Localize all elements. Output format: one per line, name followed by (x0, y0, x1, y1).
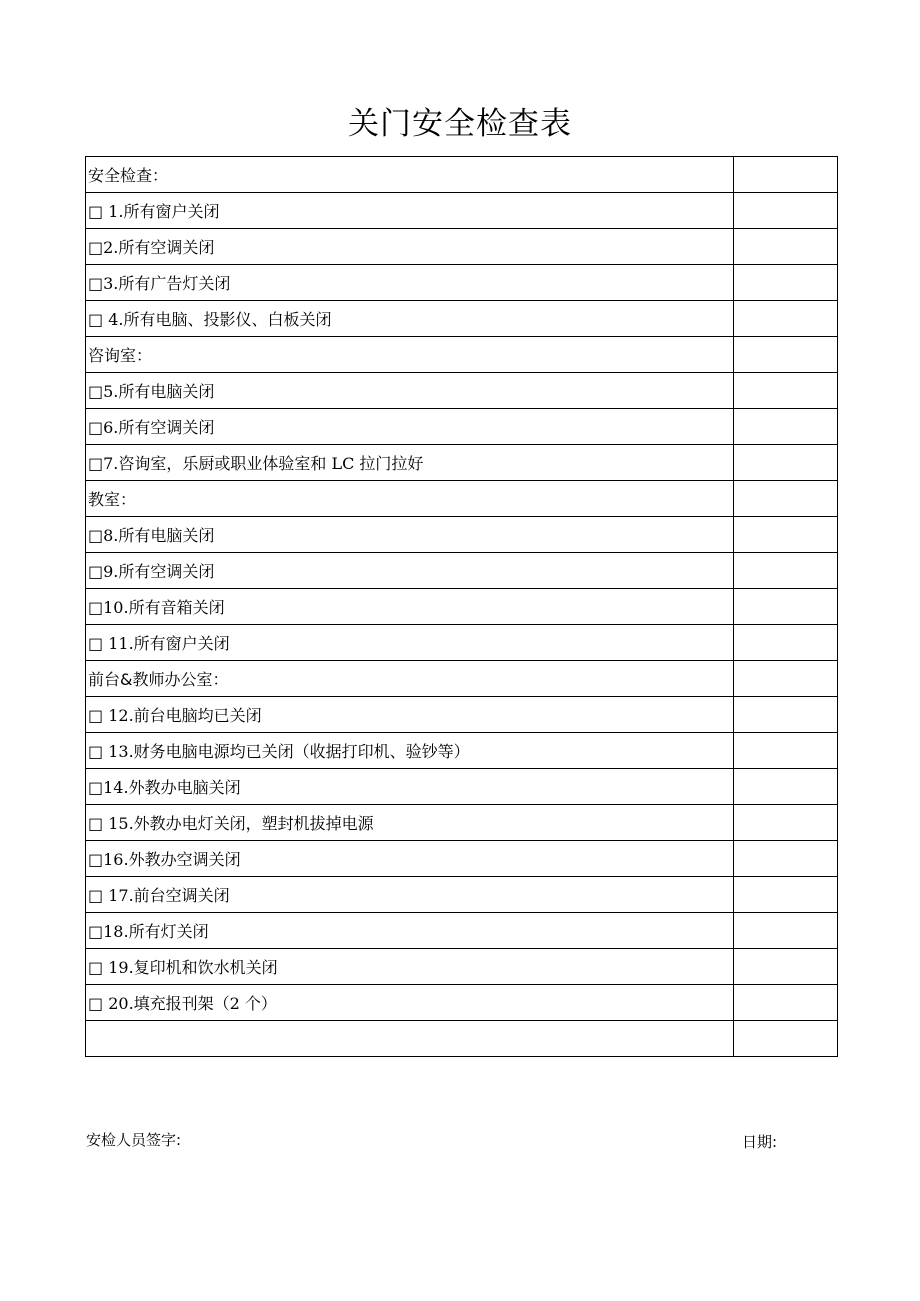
checklist-item[interactable]: □ 11.所有窗户关闭 (86, 625, 734, 661)
checklist-table (85, 156, 838, 1057)
check-cell[interactable] (734, 157, 838, 193)
checklist-item[interactable]: □7.咨询室，乐厨或职业体验室和 LC 拉门拉好 (86, 445, 734, 481)
table-row (86, 805, 838, 841)
table-row (86, 589, 838, 625)
check-cell[interactable] (734, 769, 838, 805)
table-row (86, 301, 838, 337)
signature-label: 安检人员签字: (86, 1131, 182, 1149)
checklist-item[interactable]: □ 13.财务电脑电源均已关闭（收据打印机、验钞等） (86, 733, 734, 769)
check-cell[interactable] (734, 985, 838, 1021)
checklist-item[interactable]: □18.所有灯关闭 (86, 913, 734, 949)
table-row (86, 445, 838, 481)
section-row (86, 661, 838, 697)
check-cell[interactable] (734, 805, 838, 841)
checklist-item[interactable]: □3.所有广告灯关闭 (86, 265, 734, 301)
check-cell[interactable] (734, 265, 838, 301)
table-row (86, 733, 838, 769)
table-row (86, 265, 838, 301)
checklist-item[interactable]: □ 19.复印机和饮水机关闭 (86, 949, 734, 985)
checklist-item[interactable]: □ 17.前台空调关闭 (86, 877, 734, 913)
table-row (86, 193, 838, 229)
checklist-item[interactable]: □ 12.前台电脑均已关闭 (86, 697, 734, 733)
checklist-item[interactable]: □2.所有空调关闭 (86, 229, 734, 265)
table-row (86, 229, 838, 265)
section-label-classroom: 教室： (86, 481, 734, 517)
check-cell[interactable] (734, 949, 838, 985)
check-cell[interactable] (734, 337, 838, 373)
checklist-item[interactable]: □8.所有电脑关闭 (86, 517, 734, 553)
check-cell[interactable] (734, 481, 838, 517)
check-cell[interactable] (734, 373, 838, 409)
section-row (86, 481, 838, 517)
table-row (86, 913, 838, 949)
table-row-empty (86, 1021, 838, 1057)
check-cell[interactable] (734, 301, 838, 337)
table-row (86, 985, 838, 1021)
check-cell[interactable] (734, 193, 838, 229)
table-row (86, 409, 838, 445)
section-label-frontdesk: 前台&教师办公室： (86, 661, 734, 697)
check-cell[interactable] (734, 517, 838, 553)
page-title: 关门安全检查表 (348, 106, 572, 142)
checklist-item[interactable]: □14.外教办电脑关闭 (86, 769, 734, 805)
check-cell[interactable] (734, 409, 838, 445)
table-row (86, 769, 838, 805)
checklist-item[interactable]: □6.所有空调关闭 (86, 409, 734, 445)
check-cell[interactable] (734, 229, 838, 265)
checklist-item[interactable]: □10.所有音箱关闭 (86, 589, 734, 625)
check-cell[interactable] (734, 625, 838, 661)
check-cell[interactable] (734, 1021, 838, 1057)
check-cell[interactable] (734, 697, 838, 733)
table-row (86, 625, 838, 661)
check-cell[interactable] (734, 841, 838, 877)
checklist-item[interactable]: □9.所有空调关闭 (86, 553, 734, 589)
table-row (86, 517, 838, 553)
table-row (86, 553, 838, 589)
check-cell[interactable] (734, 445, 838, 481)
table-row (86, 949, 838, 985)
section-row (86, 337, 838, 373)
table-row (86, 841, 838, 877)
table-row (86, 373, 838, 409)
section-row (86, 157, 838, 193)
checklist-item[interactable]: □5.所有电脑关闭 (86, 373, 734, 409)
checklist-item[interactable]: □16.外教办空调关闭 (86, 841, 734, 877)
table-row (86, 697, 838, 733)
table-row (86, 877, 838, 913)
check-cell[interactable] (734, 877, 838, 913)
checklist-item[interactable]: □ 15.外教办电灯关闭，塑封机拔掉电源 (86, 805, 734, 841)
checklist-item[interactable]: □ 20.填充报刊架（2 个） (86, 985, 734, 1021)
check-cell[interactable] (734, 553, 838, 589)
empty-cell[interactable] (86, 1021, 734, 1057)
checklist-item[interactable]: □ 4.所有电脑、投影仪、白板关闭 (86, 301, 734, 337)
date-label: 日期: (742, 1133, 778, 1151)
check-cell[interactable] (734, 733, 838, 769)
check-cell[interactable] (734, 913, 838, 949)
section-label-safety: 安全检查： (86, 157, 734, 193)
check-cell[interactable] (734, 589, 838, 625)
checklist-item[interactable]: □ 1.所有窗户关闭 (86, 193, 734, 229)
check-cell[interactable] (734, 661, 838, 697)
section-label-consult: 咨询室： (86, 337, 734, 373)
